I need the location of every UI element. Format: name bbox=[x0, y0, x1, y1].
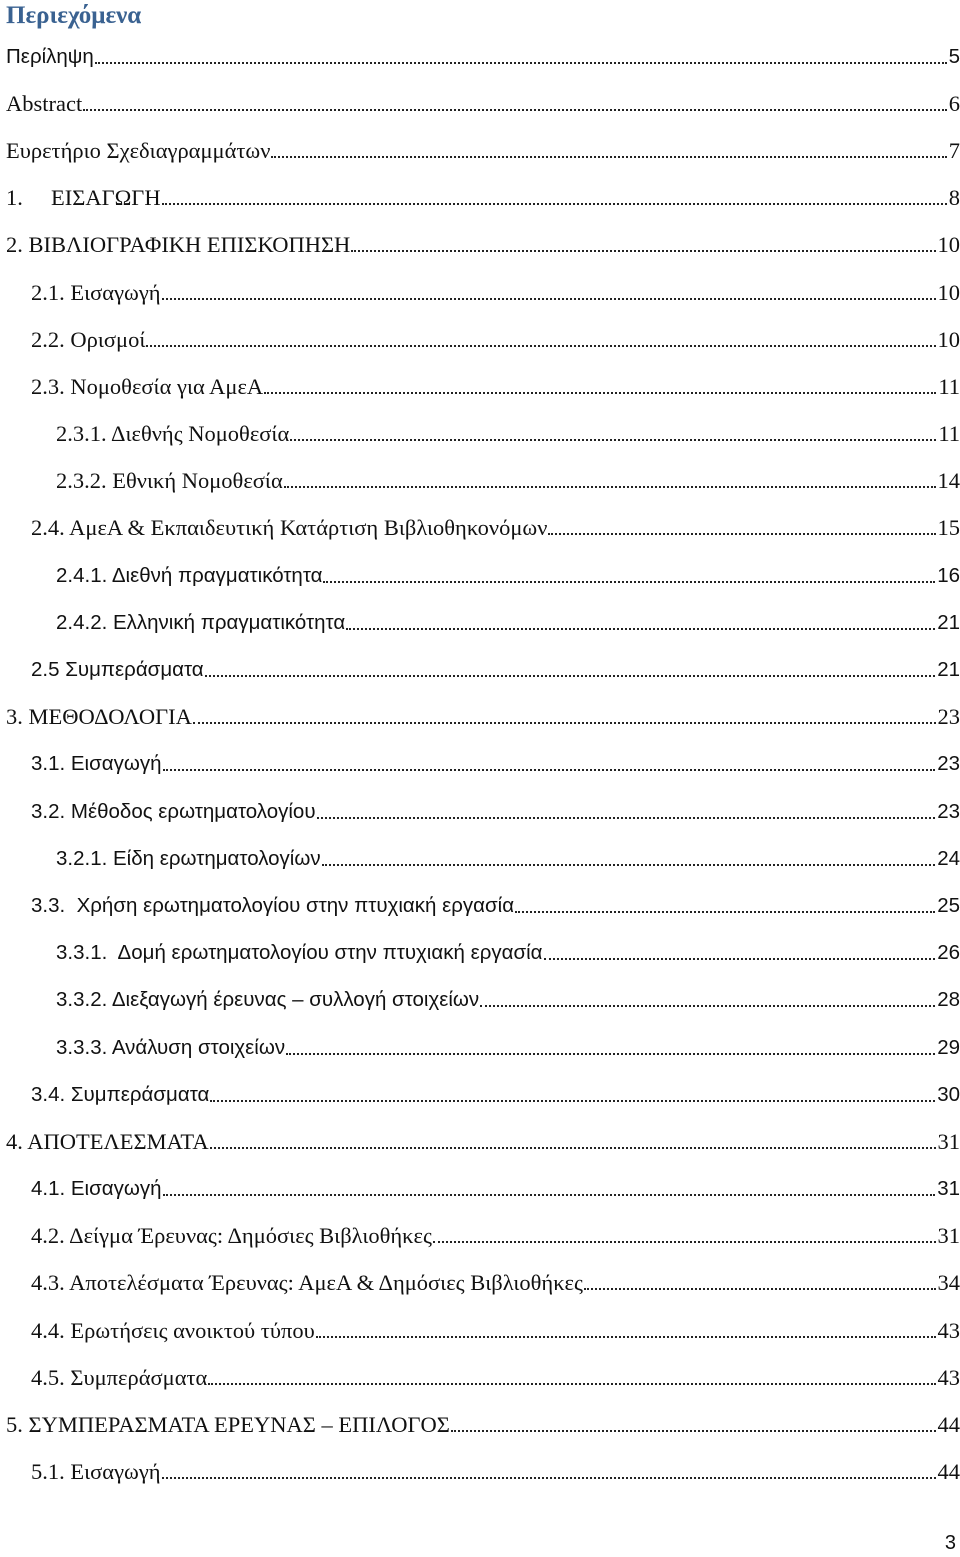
toc-entry[interactable] bbox=[0, 33, 960, 80]
dot-leader bbox=[451, 1414, 936, 1436]
dot-leader bbox=[83, 93, 947, 115]
toc-entry[interactable] bbox=[0, 1118, 960, 1165]
toc-entry[interactable] bbox=[0, 505, 960, 552]
dot-leader bbox=[162, 1461, 936, 1483]
toc-entry-page: 44 bbox=[937, 1412, 960, 1438]
toc-entry[interactable] bbox=[0, 552, 960, 599]
dot-leader bbox=[317, 801, 936, 823]
table-of-contents bbox=[0, 33, 960, 1496]
toc-entry[interactable] bbox=[0, 1307, 960, 1354]
dot-leader bbox=[322, 848, 936, 870]
toc-entry-label: 5.1. Εισαγωγή bbox=[31, 1459, 161, 1485]
toc-entry-page: 10 bbox=[937, 279, 960, 305]
toc-entry[interactable] bbox=[0, 1401, 960, 1448]
toc-entry-label: Abstract bbox=[6, 90, 83, 116]
toc-entry-page: 10 bbox=[937, 326, 960, 352]
toc-entry[interactable] bbox=[0, 882, 960, 929]
toc-entry-label: 2.5 Συμπεράσματα bbox=[31, 658, 204, 682]
toc-entry[interactable] bbox=[0, 458, 960, 505]
toc-entry[interactable] bbox=[0, 269, 960, 316]
toc-entry-page: 25 bbox=[937, 893, 960, 917]
toc-entry[interactable] bbox=[0, 1166, 960, 1213]
toc-entry-page: 23 bbox=[937, 752, 960, 776]
dot-leader bbox=[433, 1225, 936, 1247]
toc-entry-page: 31 bbox=[937, 1128, 960, 1154]
dot-leader bbox=[163, 753, 936, 775]
toc-entry-label: 2.3.2. Εθνική Νομοθεσία bbox=[56, 468, 283, 494]
dot-leader bbox=[162, 187, 947, 209]
toc-entry[interactable] bbox=[0, 363, 960, 410]
dot-leader bbox=[480, 989, 935, 1011]
page-number: 3 bbox=[944, 1532, 956, 1554]
toc-entry-label: 3.3. Χρήση ερωτηματολογίου στην πτυχιακή εργασία bbox=[31, 893, 515, 917]
toc-entry-page: 26 bbox=[937, 941, 960, 965]
toc-entry[interactable] bbox=[0, 646, 960, 693]
dot-leader bbox=[584, 1272, 936, 1294]
dot-leader bbox=[208, 1367, 935, 1389]
toc-entry-label: 2.1. Εισαγωγή bbox=[31, 279, 161, 305]
dot-leader bbox=[271, 140, 946, 162]
toc-entry-label: 3.3.2. Διεξαγωγή έρευνας – συλλογή στοιχείων bbox=[56, 988, 480, 1012]
toc-entry[interactable] bbox=[0, 1024, 960, 1071]
toc-entry-label: 2.2. Ορισμοί bbox=[31, 326, 146, 352]
toc-entry-label: 3.3.3. Ανάλυση στοιχείων bbox=[56, 1035, 286, 1059]
toc-entry-label: 4.1. Εισαγωγή bbox=[31, 1177, 162, 1201]
toc-entry-page: 10 bbox=[937, 232, 960, 258]
toc-entry[interactable] bbox=[0, 930, 960, 977]
toc-entry[interactable] bbox=[0, 1260, 960, 1307]
dot-leader bbox=[544, 942, 936, 964]
toc-entry-page: 23 bbox=[937, 704, 960, 730]
toc-entry-label: 2.4.2. Ελληνική πραγματικότητα bbox=[56, 610, 346, 634]
toc-entry-page: 28 bbox=[937, 988, 960, 1012]
dot-leader bbox=[515, 895, 935, 917]
toc-entry-label: 5. ΣΥΜΠΕΡΑΣΜΑΤΑ ΕΡΕΥΝΑΣ – ΕΠΙΛΟΓΟΣ bbox=[6, 1412, 450, 1438]
toc-entry[interactable] bbox=[0, 1354, 960, 1401]
dot-leader bbox=[205, 659, 936, 681]
toc-entry-page: 11 bbox=[938, 421, 960, 447]
toc-entry-page: 21 bbox=[937, 610, 960, 634]
toc-entry[interactable] bbox=[0, 788, 960, 835]
dot-leader bbox=[284, 470, 936, 492]
toc-entry-page: 43 bbox=[937, 1317, 960, 1343]
toc-entry-page: 5 bbox=[948, 44, 960, 68]
dot-leader bbox=[351, 234, 935, 256]
toc-entry-label: 2.4.1. Διεθνή πραγματικότητα bbox=[56, 563, 323, 587]
toc-entry-page: 31 bbox=[937, 1177, 960, 1201]
toc-entry[interactable] bbox=[0, 1449, 960, 1496]
toc-entry-label: 2.4. ΑμεΑ & Εκπαιδευτική Κατάρτιση Βιβλιοθηκονόμων bbox=[31, 515, 548, 541]
toc-entry[interactable] bbox=[0, 835, 960, 882]
toc-entry[interactable] bbox=[0, 977, 960, 1024]
dot-leader bbox=[193, 706, 936, 728]
toc-entry[interactable] bbox=[0, 741, 960, 788]
toc-entry-label: Περίληψη bbox=[6, 44, 94, 68]
toc-entry-page: 11 bbox=[938, 373, 960, 399]
toc-entry-page: 30 bbox=[937, 1082, 960, 1106]
toc-entry[interactable] bbox=[0, 411, 960, 458]
dot-leader bbox=[210, 1131, 936, 1153]
toc-entry-page: 29 bbox=[937, 1035, 960, 1059]
toc-entry-label: 1. ΕΙΣΑΓΩΓΗ bbox=[6, 185, 161, 211]
toc-entry-label: 4.5. Συμπεράσματα bbox=[31, 1364, 208, 1390]
dot-leader bbox=[548, 517, 935, 539]
toc-entry[interactable] bbox=[0, 80, 960, 127]
toc-entry-label: Ευρετήριο Σχεδιαγραμμάτων bbox=[6, 137, 271, 163]
toc-entry-page: 34 bbox=[937, 1270, 960, 1296]
toc-entry-page: 44 bbox=[937, 1459, 960, 1485]
dot-leader bbox=[162, 282, 936, 304]
dot-leader bbox=[210, 1084, 935, 1106]
dot-leader bbox=[316, 1320, 936, 1342]
toc-entry-label: 2.3.1. Διεθνής Νομοθεσία bbox=[56, 421, 290, 447]
toc-entry-label: 4.4. Ερωτήσεις ανοικτού τύπου bbox=[31, 1317, 315, 1343]
toc-entry-label: 3.2.1. Είδη ερωτηματολογίων bbox=[56, 846, 321, 870]
toc-entry-page: 8 bbox=[948, 185, 960, 211]
toc-entry-page: 21 bbox=[937, 658, 960, 682]
toc-entry-page: 14 bbox=[937, 468, 960, 494]
dot-leader bbox=[163, 1178, 936, 1200]
toc-entry-label: 2. ΒΙΒΛΙΟΓΡΑΦΙΚΗ ΕΠΙΣΚΟΠΗΣΗ bbox=[6, 232, 351, 258]
toc-entry-page: 7 bbox=[948, 137, 960, 163]
toc-entry-page: 31 bbox=[937, 1223, 960, 1249]
toc-entry[interactable] bbox=[0, 1071, 960, 1118]
toc-entry[interactable] bbox=[0, 175, 960, 222]
toc-entry-page: 6 bbox=[948, 90, 960, 116]
toc-entry-label: 3.1. Εισαγωγή bbox=[31, 752, 162, 776]
toc-entry-label: 3.2. Μέθοδος ερωτηματολογίου bbox=[31, 799, 316, 823]
dot-leader bbox=[346, 612, 935, 634]
dot-leader bbox=[264, 376, 936, 398]
toc-entry[interactable] bbox=[0, 222, 960, 269]
toc-entry-label: 4. ΑΠΟΤΕΛΕΣΜΑΤΑ bbox=[6, 1128, 209, 1154]
toc-entry-page: 24 bbox=[937, 846, 960, 870]
toc-entry-page: 15 bbox=[937, 515, 960, 541]
toc-entry[interactable] bbox=[0, 1213, 960, 1260]
dot-leader bbox=[146, 329, 935, 351]
toc-entry-page: 23 bbox=[937, 799, 960, 823]
toc-heading: Περιεχόμενα bbox=[6, 2, 142, 29]
toc-entry[interactable] bbox=[0, 599, 960, 646]
dot-leader bbox=[286, 1037, 935, 1059]
dot-leader bbox=[95, 46, 947, 68]
toc-entry-label: 3.4. Συμπεράσματα bbox=[31, 1082, 210, 1106]
toc-entry-label: 3. ΜΕΘΟΔΟΛΟΓΙΑ bbox=[6, 704, 192, 730]
toc-entry[interactable] bbox=[0, 127, 960, 174]
toc-entry[interactable] bbox=[0, 694, 960, 741]
toc-entry-label: 2.3. Νομοθεσία για ΑμεΑ bbox=[31, 373, 264, 399]
toc-entry-label: 4.2. Δείγμα Έρευνας: Δημόσιες Βιβλιοθήκες bbox=[31, 1223, 432, 1249]
toc-entry-page: 16 bbox=[937, 563, 960, 587]
toc-entry-page: 43 bbox=[937, 1364, 960, 1390]
toc-entry-label: 4.3. Αποτελέσματα Έρευνας: ΑμεΑ & Δημόσιες Βιβλιοθήκες bbox=[31, 1270, 583, 1296]
toc-entry[interactable] bbox=[0, 316, 960, 363]
dot-leader bbox=[290, 423, 936, 445]
dot-leader bbox=[323, 565, 935, 587]
toc-entry-label: 3.3.1. Δομή ερωτηματολογίου στην πτυχιακή εργασία bbox=[56, 941, 543, 965]
